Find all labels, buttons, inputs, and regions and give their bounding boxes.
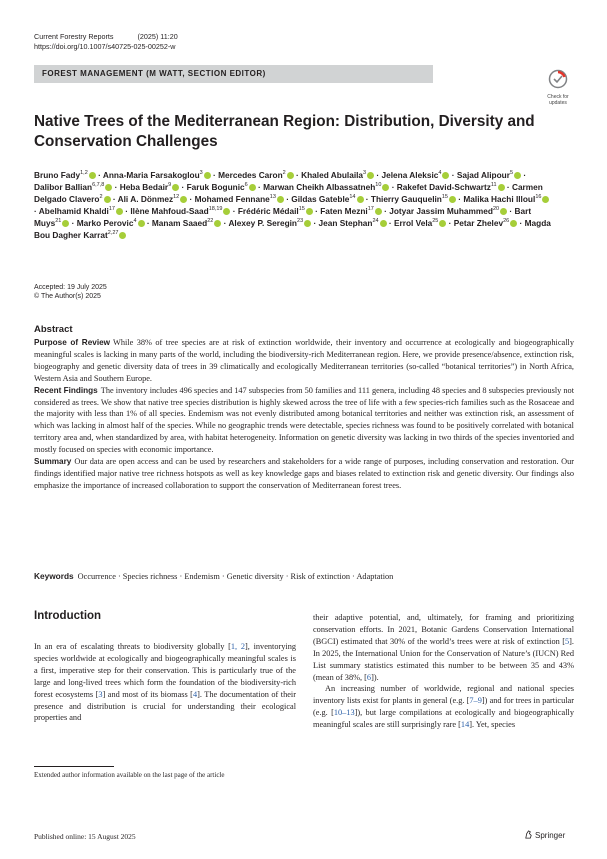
section-banner <box>34 65 433 83</box>
intro-column-right <box>313 612 574 731</box>
findings-text: The inventory includes 496 species and 147 subspecies from 50 families and 111 genera, including 48 species and 8 subspecies previously not considered as trees. We show that native tree species distribution is highly skewed across the tree of life with a few species-rich families such as the Rosaceae and the majority with less than 1% of all species. Endemism was not evenly distributed among botanical territories and neither was extinction risk, an assessment of which was lacking in almost half of the species. While no geographic trends were detectable, species richness was found to be positively correlated with botanical territory area and, when standardized by area, with habitat heterogeneity. Information on genetic diversity was lacking in two thirds of the species inventoried and mostly focused on species with economic importance. <box>34 385 575 455</box>
purpose-text: While 38% of tree species are at risk of extinction worldwide, their inventory and occurrence at ecologically and biogeographically meaningful scales is lacking in many parts of the world, including the biodiversity-rich Mediterranean region. Here, we provide presence/absence, extinction risk, biogeography and genetic diversity data of trees in 39 climatically and ecologically Mediterranean territories (so-called “botanical territories”) in North Africa, Western Asia and Southern Europe. <box>34 338 574 383</box>
author-name[interactable]: Thierry Gauquelin <box>370 193 442 204</box>
abstract-purpose <box>34 337 574 385</box>
orcid-icon[interactable] <box>138 220 145 227</box>
author-affiliation: 4 <box>133 217 137 224</box>
author-entry <box>39 206 123 216</box>
text-run: In an era of escalating threats to biodiversity globally [ <box>34 642 231 651</box>
orcid-icon[interactable] <box>277 196 284 203</box>
footnote-rule <box>34 766 114 767</box>
orcid-icon[interactable] <box>439 220 446 227</box>
introduction-heading: Introduction <box>34 610 102 622</box>
author-entry <box>77 218 145 228</box>
orcid-icon[interactable] <box>498 184 505 191</box>
author-name[interactable]: Jotyar Jassim Muhammed <box>389 205 493 216</box>
doi-link[interactable]: https://doi.org/10.1007/s40725-025-00252-w <box>34 42 176 51</box>
author-name[interactable]: Jelena Aleksic <box>381 170 439 180</box>
author-name[interactable]: Frédéric Médail <box>237 205 299 216</box>
author-name[interactable]: Petar Zhelev <box>453 217 504 228</box>
orcid-icon[interactable] <box>514 172 521 179</box>
author-name[interactable]: Jean Stephan <box>318 217 373 228</box>
copyright-notice: © The Author(s) 2025 <box>34 293 101 300</box>
text-run: ]), but large compilations at ecologically and biogeographically meaningful scales are still surprisingly rare [ <box>313 708 574 730</box>
text-run: ], inventorying species worldwide at ecologically and biogeographically meaningful scales is a first, imperative step for their conservation. This is particularly true of the large and long-lived trees which form the foundation of the biodiversity-rich forest ecosystems [ <box>34 642 296 699</box>
author-name[interactable]: Manam Saaed <box>151 217 208 228</box>
author-affiliation: 15 <box>298 205 305 212</box>
citation-link[interactable]: 10–13 <box>333 708 355 718</box>
intro-column-left <box>34 641 296 724</box>
author-name[interactable]: Magda Bou Dagher Karrat <box>34 217 551 240</box>
author-name[interactable]: Anna-Maria Farsakoglou <box>102 170 200 180</box>
author-entry <box>397 182 505 192</box>
orcid-icon[interactable] <box>357 196 364 203</box>
keywords-label: Keywords <box>34 571 74 581</box>
text-run: ]). <box>371 672 379 682</box>
orcid-icon[interactable] <box>62 220 69 227</box>
article-dates <box>34 283 107 301</box>
author-name[interactable]: Marwan Cheikh Albassatneh <box>263 181 376 192</box>
author-name[interactable]: Rakefet David-Schwartz <box>396 181 491 192</box>
section-banner-text: FOREST MANAGEMENT (M WATT, SECTION EDITOR) <box>42 69 266 78</box>
author-name[interactable]: Errol Vela <box>393 217 433 228</box>
author-affiliation: 2,27 <box>107 229 119 236</box>
accepted-date: Accepted: 19 July 2025 <box>34 284 107 291</box>
author-affiliation: 6,7,8 <box>92 182 105 189</box>
author-entry <box>34 170 96 180</box>
author-name[interactable]: Mercedes Caron <box>218 170 283 180</box>
author-entry <box>195 194 284 204</box>
journal-name: Current Forestry Reports <box>34 32 114 41</box>
orcid-icon[interactable] <box>214 220 221 227</box>
author-name[interactable]: Ali A. Dönmez <box>117 193 174 204</box>
author-entry <box>130 206 230 216</box>
check-updates-line1: Check for <box>547 94 569 100</box>
author-affiliation: 10 <box>375 182 382 189</box>
author-affiliation: 22 <box>207 217 214 224</box>
author-entry <box>394 218 446 228</box>
citation-link[interactable]: 7–9 <box>469 696 482 706</box>
author-affiliation: 11 <box>490 182 497 189</box>
author-entry <box>291 194 363 204</box>
springer-horse-icon <box>524 830 533 839</box>
check-for-updates-badge[interactable] <box>541 69 575 106</box>
author-affiliation: 15 <box>441 194 448 201</box>
author-name[interactable]: Alexey P. Seregin <box>228 217 298 228</box>
orcid-icon[interactable] <box>116 208 123 215</box>
author-affiliation: 21 <box>55 217 62 224</box>
author-affiliation: 3 <box>199 170 203 177</box>
author-affiliation: 24 <box>372 217 379 224</box>
author-entry <box>371 194 456 204</box>
orcid-icon[interactable] <box>172 184 179 191</box>
text-run: ]. Yet, species <box>469 720 516 730</box>
citation-link[interactable]: 4 <box>192 689 198 699</box>
author-entry <box>238 206 313 216</box>
author-entry <box>319 218 387 228</box>
summary-label: Summary <box>34 457 72 467</box>
author-name[interactable]: Bruno Fady <box>34 170 81 180</box>
author-affiliation: 23 <box>297 217 304 224</box>
keywords-text: Occurrence · Species richness · Endemism · Genetic diversity · Risk of extinction · Adaptation <box>77 572 394 581</box>
orcid-icon[interactable] <box>306 208 313 215</box>
author-entry <box>263 182 389 192</box>
intro-paragraph-1 <box>34 641 296 724</box>
intro-paragraph-1-cont <box>313 612 574 683</box>
author-entry <box>152 218 221 228</box>
author-name[interactable]: Faruk Bogunic <box>186 181 245 192</box>
author-affiliation: 18,19 <box>208 205 223 212</box>
abstract-findings <box>34 385 574 456</box>
orcid-icon[interactable] <box>89 172 96 179</box>
citation-link[interactable]: 14 <box>460 720 470 730</box>
abstract-heading: Abstract <box>34 324 73 335</box>
citation-link[interactable]: 6 <box>366 672 372 682</box>
author-affiliation: 16 <box>535 194 542 201</box>
orcid-icon[interactable] <box>510 220 517 227</box>
orcid-icon[interactable] <box>367 172 374 179</box>
author-entry <box>320 206 382 216</box>
summary-text: Our data are open access and can be used by researchers and stakeholders for a wide range of purposes, including conservation and restoration. Our findings identified major native tree richness hotspots as well as key knowledge gaps and biases related to extinction risk and genetic diversity. Our findings also emphasize the importance of increased collaboration to support the conservation of Mediterranean forest trees. <box>34 457 574 490</box>
text-run: ] and most of its biomass [ <box>102 689 193 699</box>
author-affiliation: 17 <box>367 205 374 212</box>
author-affiliation: 26 <box>503 217 510 224</box>
publisher-logo <box>524 830 565 840</box>
author-name[interactable]: Ilène Mahfoud-Saad <box>130 205 209 216</box>
author-affiliation: 2 <box>99 194 103 201</box>
citation-link[interactable]: 3 <box>98 689 103 699</box>
orcid-icon[interactable] <box>249 184 256 191</box>
author-affiliation: 6 <box>244 182 248 189</box>
keywords <box>34 571 393 581</box>
citation-link[interactable]: 5 <box>565 636 570 646</box>
author-affiliation: 5 <box>509 170 514 177</box>
publisher-name: Springer <box>535 831 566 840</box>
author-affiliation: 1,2 <box>80 170 88 177</box>
citation-link[interactable]: 1, 2 <box>230 642 245 651</box>
author-affiliation: 14 <box>349 194 356 201</box>
text-run: An increasing number of worldwide, regional and national species inventory lists exist for plants in general (e.g. [ <box>313 684 574 706</box>
author-entry <box>118 194 188 204</box>
author-name[interactable]: Bart Muys <box>34 205 532 228</box>
author-name[interactable]: Heba Bedair <box>119 181 169 192</box>
purpose-label: Purpose of Review <box>34 338 111 347</box>
intro-paragraph-2 <box>313 683 574 731</box>
orcid-icon[interactable] <box>287 172 294 179</box>
text-run: ]. The documentation of their presence and distribution is crucial for understanding their ecological properties and <box>34 689 296 723</box>
check-updates-line2: updates <box>549 100 567 106</box>
author-entry <box>34 182 112 192</box>
author-entry <box>187 182 256 192</box>
orcid-icon[interactable] <box>104 196 111 203</box>
abstract-body <box>34 337 574 492</box>
text-run: ]) and for trees in particular (e.g. [ <box>313 696 574 718</box>
author-affiliation: 3 <box>363 170 367 177</box>
orcid-icon[interactable] <box>180 196 187 203</box>
author-entry <box>454 218 517 228</box>
author-affiliation: 25 <box>432 217 439 224</box>
author-entry <box>228 218 311 228</box>
abstract-summary <box>34 456 574 492</box>
author-affiliation: 20 <box>492 205 500 212</box>
author-entry <box>103 170 211 180</box>
orcid-icon[interactable] <box>442 172 449 179</box>
orcid-icon[interactable] <box>380 220 387 227</box>
orcid-icon[interactable] <box>105 184 112 191</box>
author-name[interactable]: Khaled Abulaila <box>301 170 364 180</box>
author-affiliation: 2 <box>282 170 286 177</box>
orcid-icon[interactable] <box>204 172 211 179</box>
author-entry <box>301 170 374 180</box>
author-entry <box>389 206 507 216</box>
author-affiliation: 13 <box>269 194 276 201</box>
author-entry <box>381 170 449 180</box>
author-name[interactable]: Abelhamid Khaldi <box>38 205 109 216</box>
author-affiliation: 4 <box>438 170 442 177</box>
check-updates-icon <box>548 69 568 89</box>
orcid-icon[interactable] <box>304 220 311 227</box>
author-affiliation: 9 <box>168 182 172 189</box>
author-entry <box>457 170 521 180</box>
orcid-icon[interactable] <box>542 196 549 203</box>
author-entry <box>120 182 179 192</box>
author-affiliation: 12 <box>173 194 180 201</box>
author-affiliation: 17 <box>108 205 115 212</box>
author-name[interactable]: Gildas Gateble <box>291 193 350 204</box>
author-name[interactable]: Carmen Delgado Clavero <box>34 181 543 204</box>
orcid-icon[interactable] <box>223 208 230 215</box>
orcid-icon[interactable] <box>382 184 389 191</box>
author-name[interactable]: Marko Perovic <box>76 217 134 228</box>
author-name[interactable]: Malika Hachi Illoul <box>463 193 536 204</box>
author-name[interactable]: Dalibor Ballian <box>34 181 93 192</box>
text-run: ]. In 2025, the International Union for the Conservation of Nature’s (IUCN) Red List summary statistics estimated this number to be between 35 and 43% (mean of 38%, [ <box>313 636 574 682</box>
author-name[interactable]: Sajad Alipour <box>456 170 510 180</box>
orcid-icon[interactable] <box>449 196 456 203</box>
orcid-icon[interactable] <box>119 232 126 239</box>
journal-volume: (2025) 11:20 <box>137 32 178 41</box>
orcid-icon[interactable] <box>500 208 507 215</box>
author-entry <box>463 194 549 204</box>
text-run: their adaptive potential, and, ultimately, for framing and prioritizing conservation efforts. In 2021, Botanic Gardens Conservation International (BGCI) estimated that 30% of the world’s trees were at risk of extinction [ <box>313 613 574 646</box>
article-title: Native Trees of the Mediterranean Region: Distribution, Diversity and Conservation Challenges <box>34 113 535 150</box>
author-name[interactable]: Faten Mezni <box>320 205 368 216</box>
findings-label: Recent Findings <box>34 385 98 395</box>
footnote: Extended author information available on the last page of the article <box>34 771 225 779</box>
orcid-icon[interactable] <box>375 208 382 215</box>
author-name[interactable]: Mohamed Fennane <box>194 193 270 204</box>
published-online: Published online: 15 August 2025 <box>34 832 136 841</box>
journal-header <box>34 32 178 52</box>
author-list: Bruno Fady$^{1,2}$ · Anna-Maria Farsakoglou$^3$ · Mercedes Caron$^2$ · Khaled Abulaila$^3$ · Jelena Aleksic$^4$ · Sajad Alipour$^5$ · Dalibor Ballian$^{6,7,8}$ · Heba Bedair$^9$ · Faruk Bogunic$^6$ · Marwan Cheikh Albassatneh$^{10}$ · Rakefet David-Schwartz$^{11}$ · Carmen Delgado Clavero$^2$ · Ali A. Dönmez$^{12}$ · Mohamed Fennane$^{13}$ · Gildas Gateble$^{14}$ · Thierry Gauquelin$^{15}$ · Malika Hachi Illoul$^{16}$ · Abelhamid Khaldi$^{17}$ · Ilène Mahfoud-Saad$^{18,19}$ · Frédéric Médail$^{15}$ · Faten Mezni$^{17}$ · Jotyar Jassim Muhammed$^{20}$ · Bart Muys$^{21}$ · Marko Perovic$^4$ · Manam Saaed$^{22}$ · Alexey P. Seregin$^{23}$ · Jean Stephan$^{24}$ · Errol Vela$^{25}$ · Petar Zhelev$^{26}$ · Magda Bou Dagher Karrat$^{2,27}$ <box>34 170 551 240</box>
author-entry <box>218 170 294 180</box>
